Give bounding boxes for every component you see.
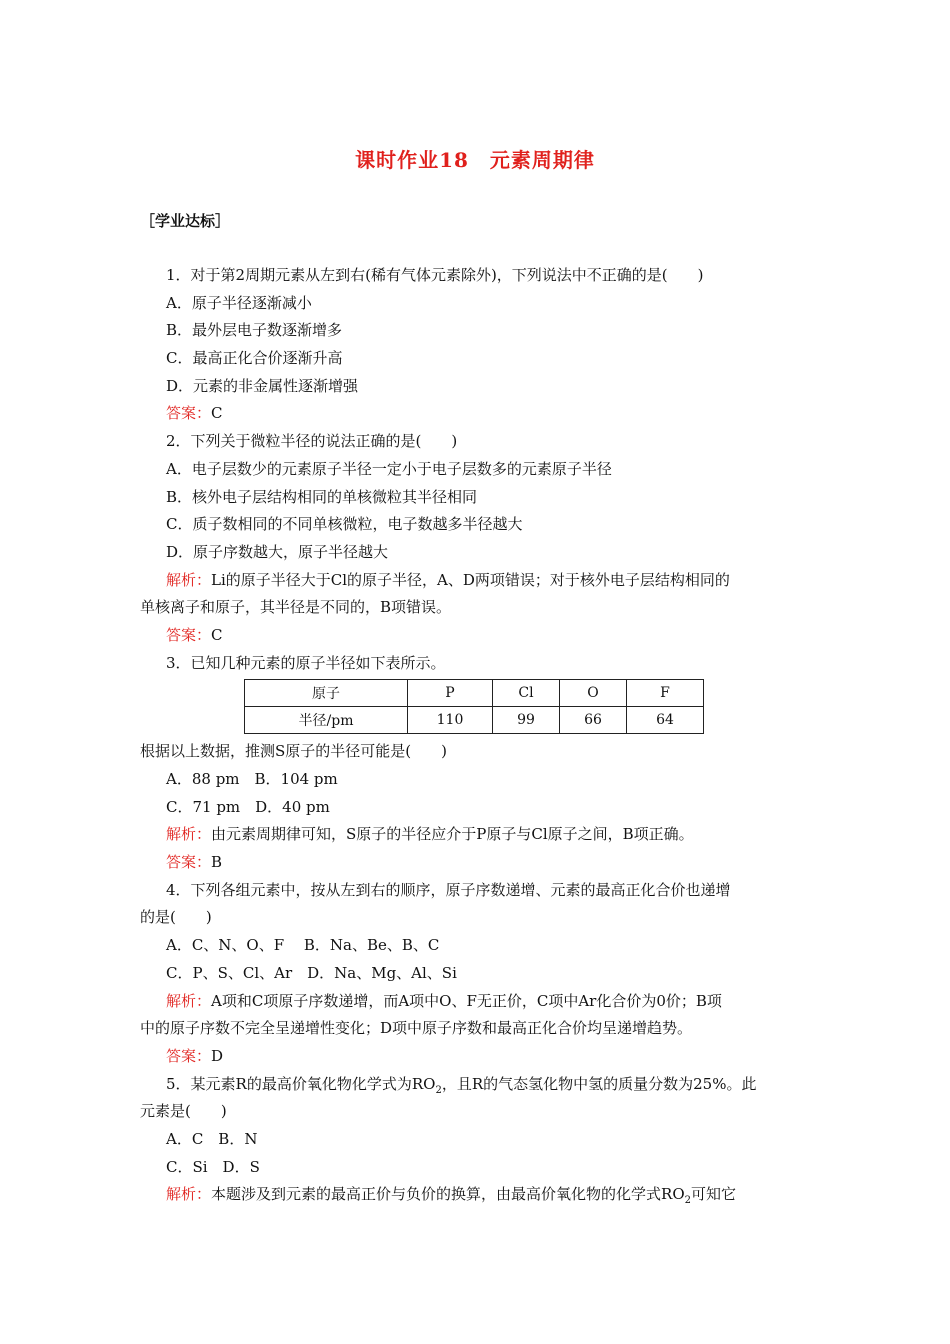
analysis-text-2: 可知它 — [691, 1185, 737, 1204]
analysis-label: 解析： — [166, 570, 212, 589]
q4-analysis-cont: 中的原子序数不完全呈递增性变化；D项中原子序数和最高正化合价均呈递增趋势。 — [140, 1019, 693, 1038]
q5-stem-text-2: ，且R的气态氢化物中氢的质量分数为25%。此 — [441, 1074, 757, 1093]
q2-option-d: D．原子序数越大，原子半径越大 — [166, 542, 389, 561]
radius-table — [244, 679, 704, 734]
q3-stem-2: 根据以上数据，推测S原子的半径可能是( ) — [140, 742, 447, 761]
q2-option-b: B．核外电子层结构相同的单核微粒其半径相同 — [166, 487, 478, 506]
table-cell: O — [560, 680, 627, 707]
q5-options-ab: A．C B．N — [166, 1129, 258, 1148]
q5-options-cd: C．Si D．S — [166, 1157, 260, 1176]
q1-option-d: D．元素的非金属性逐渐增强 — [166, 376, 359, 395]
q4-stem-cont: 的是( ) — [140, 908, 212, 927]
q4-options-cd: C．P、S、Cl、Ar D．Na、Mg、Al、Si — [166, 963, 457, 982]
question-body — [140, 262, 816, 1209]
page-title: 课时作业18 元素周期律 — [355, 148, 595, 172]
q5-analysis — [166, 1181, 816, 1209]
q5-stem-text: 5．某元素R的最高价氧化物化学式为RO — [166, 1074, 436, 1093]
answer-label: 答案： — [166, 404, 212, 423]
q1-answer — [166, 400, 816, 428]
subscript: 2 — [435, 1084, 442, 1096]
table-row — [245, 680, 704, 707]
q3-options-cd: C．71 pm D．40 pm — [166, 797, 330, 816]
analysis-label: 解析： — [166, 825, 212, 844]
answer-value: B — [211, 853, 223, 872]
q2-stem: 2．下列关于微粒半径的说法正确的是( ) — [166, 432, 458, 451]
q4-stem: 4．下列各组元素中，按从左到右的顺序，原子序数递增、元素的最高正化合价也递增 — [166, 880, 731, 899]
q1-option-a: A．原子半径逐渐减小 — [166, 293, 312, 312]
q5-stem-cont: 元素是( ) — [140, 1102, 227, 1121]
table-cell: 原子 — [245, 680, 408, 707]
subscript: 2 — [684, 1195, 691, 1207]
analysis-label: 解析： — [166, 991, 212, 1010]
q2-analysis-cont: 单核离子和原子，其半径是不同的，B项错误。 — [140, 598, 452, 617]
q4-options-ab: A．C、N、O、F B．Na、Be、B、C — [166, 936, 440, 955]
answer-value: D — [211, 1046, 224, 1065]
q1-option-c: C．最高正化合价逐渐升高 — [166, 349, 343, 368]
table-cell: 99 — [493, 707, 560, 734]
analysis-text: A项和C项原子序数递增，而A项中O、F无正价，C项中Ar化合价为0价；B项 — [211, 991, 722, 1010]
q3-analysis — [166, 821, 816, 849]
table-cell: P — [408, 680, 493, 707]
q2-analysis — [166, 567, 816, 595]
answer-value: C — [211, 625, 223, 644]
q1-stem: 1．对于第2周期元素从左到右(稀有气体元素除外)，下列说法中不正确的是( ) — [166, 266, 704, 284]
q5-stem — [166, 1071, 816, 1099]
q3-options-ab: A．88 pm B．104 pm — [166, 770, 338, 788]
q1-option-b: B．最外层电子数逐渐增多 — [166, 321, 343, 340]
q3-stem: 3．已知几种元素的原子半径如下表所示。 — [166, 653, 446, 672]
q2-answer — [166, 622, 816, 650]
analysis-text: Li的原子半径大于Cl的原子半径，A、D两项错误；对于核外电子层结构相同的 — [211, 570, 730, 589]
table-cell: 半径/pm — [245, 707, 408, 734]
q2-option-a: A．电子层数少的元素原子半径一定小于电子层数多的元素原子半径 — [166, 459, 612, 478]
analysis-text: 本题涉及到元素的最高正价与负价的换算，由最高价氧化物的化学式RO — [211, 1185, 685, 1204]
table-cell: Cl — [493, 680, 560, 707]
table-cell: 64 — [627, 707, 704, 734]
table-cell: 110 — [408, 707, 493, 734]
analysis-text: 由元素周期律可知，S原子的半径应介于P原子与Cl原子之间，B项正确。 — [211, 825, 694, 844]
q4-analysis — [166, 988, 816, 1016]
q2-option-c: C．质子数相同的不同单核微粒，电子数越多半径越大 — [166, 515, 523, 534]
q3-answer — [166, 849, 816, 877]
answer-label: 答案： — [166, 853, 212, 872]
answer-value: C — [211, 404, 223, 423]
analysis-label: 解析： — [166, 1185, 212, 1204]
answer-label: 答案： — [166, 625, 212, 644]
answer-label: 答案： — [166, 1046, 212, 1065]
table-row — [245, 707, 704, 734]
section-heading: ［学业达标］ — [140, 212, 231, 230]
table-cell: F — [627, 680, 704, 707]
q4-answer — [166, 1043, 816, 1071]
table-cell: 66 — [560, 707, 627, 734]
